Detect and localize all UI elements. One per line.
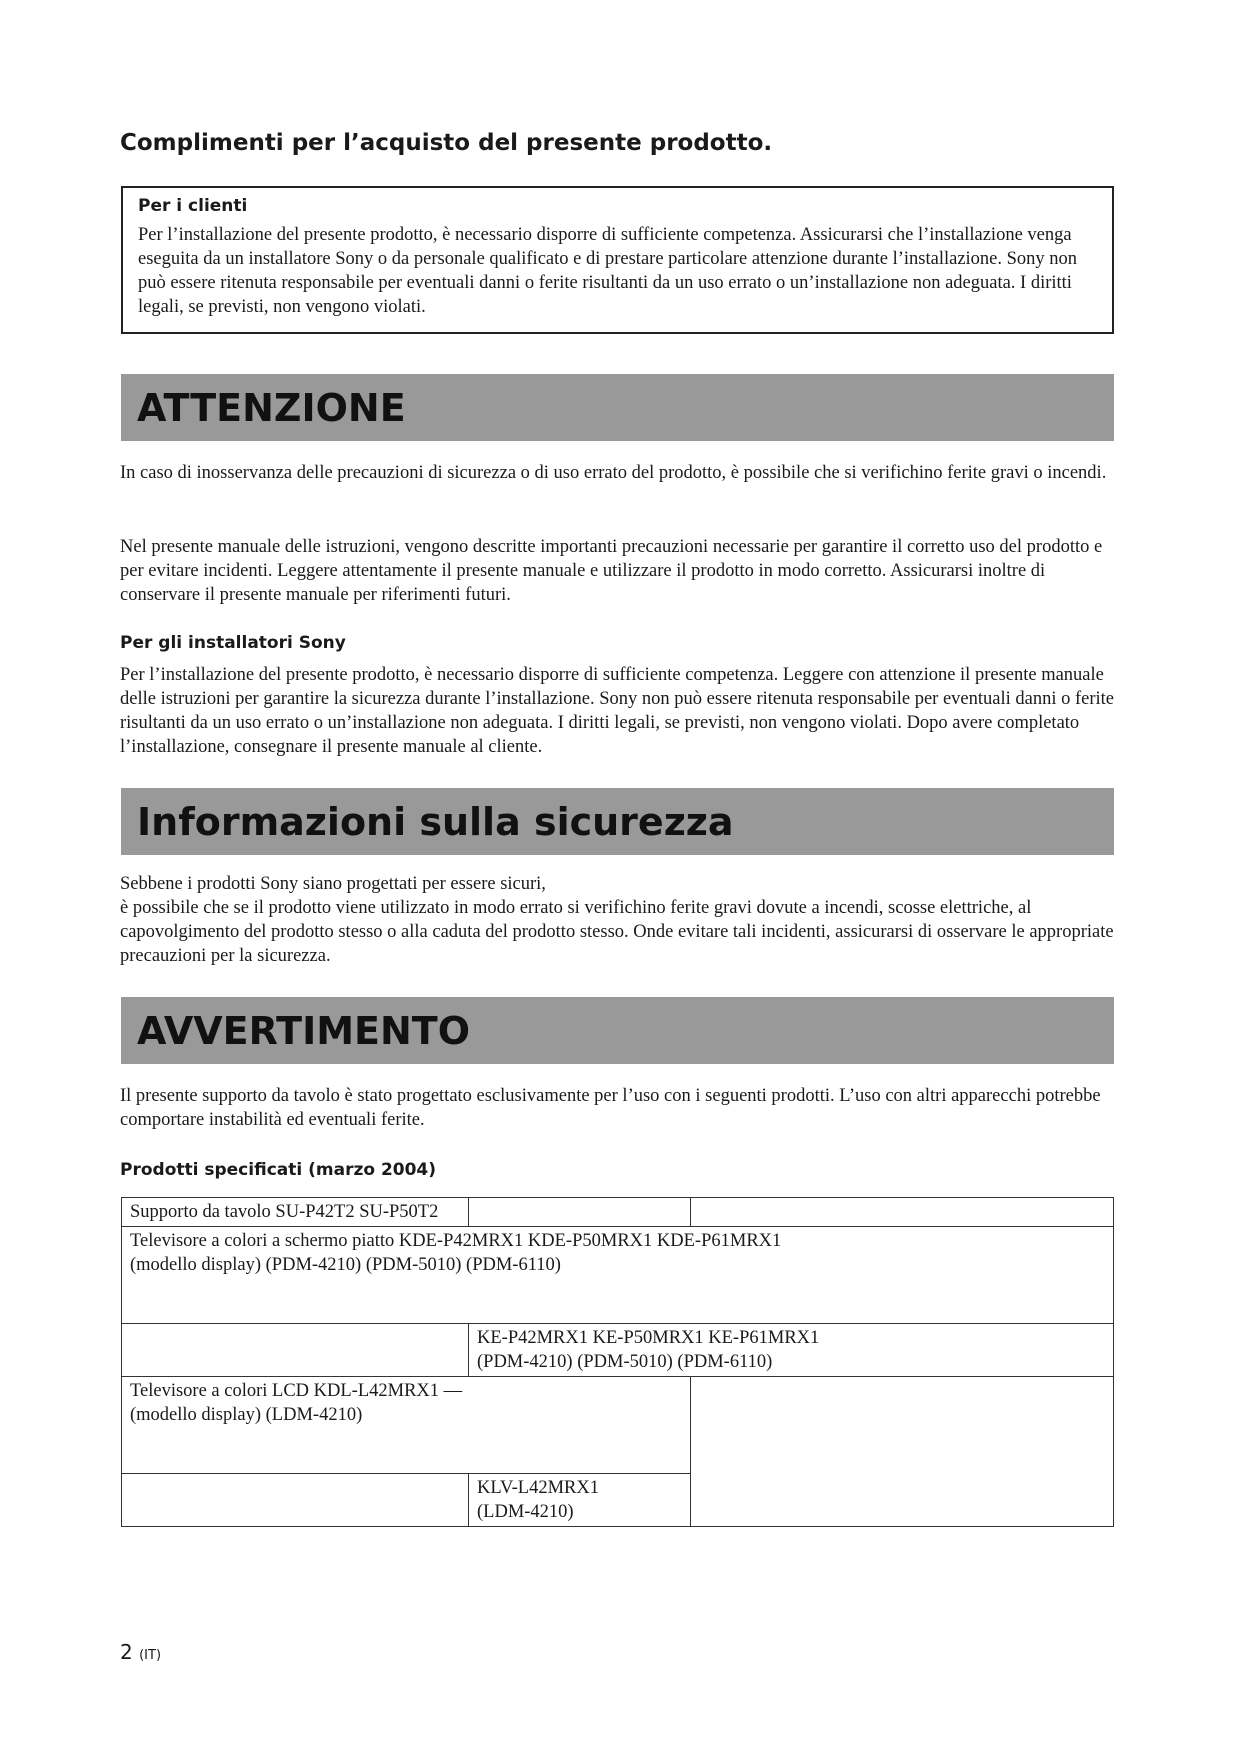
table-cell-line: (modello display) (PDM-4210) (PDM-5010) (PDM-6110): [130, 1255, 561, 1275]
table-row: [122, 1324, 1114, 1377]
sicurezza-heading: Informazioni sulla sicurezza: [137, 799, 734, 844]
avvertimento-text: Il presente supporto da tavolo è stato progettato esclusivamente per l’uso con i seguenti prodotti. L’uso con altri apparecchi potrebbe comportare instabilità ed eventuali ferite.: [120, 1086, 1101, 1130]
products-table: [121, 1197, 1114, 1527]
page-title: Complimenti per l’acquisto del presente prodotto.: [120, 130, 773, 156]
table-cell: [122, 1324, 469, 1377]
table-row: [122, 1227, 1114, 1324]
installatori-heading: Per gli installatori Sony: [120, 633, 346, 653]
table-cell: [122, 1227, 1114, 1324]
sicurezza-banner: [121, 788, 1114, 855]
page-language-code: (IT): [139, 1648, 162, 1663]
clienti-text: Per l’installazione del presente prodotto, è necessario disporre di sufficiente competenza. Assicurarsi che l’installazione venga eseguita da un installatore Sony o da personale qualificato e di prestare particolare attenzione durante l’installazione. Sony non può essere ritenuta responsabile per eventuali danni o ferite risultanti da un uso errato o un’installazione non adeguata. I diritti legali, se previsti, non vengono violati.: [138, 225, 1078, 317]
products-heading: Prodotti specificati (marzo 2004): [120, 1160, 437, 1180]
table-cell: [122, 1377, 691, 1474]
table-cell-line: (PDM-4210) (PDM-5010) (PDM-6110): [477, 1352, 773, 1372]
installatori-text: Per l’installazione del presente prodotto, è necessario disporre di sufficiente competenza. Leggere con attenzione il presente manuale delle istruzioni per garantire la sicurezza durante l’installazione. Sony non può essere ritenuta responsabile per eventuali danni o ferite risultanti da un uso errato o un’installazione non adeguata. I diritti legali, se previsti, non vengono violati. Dopo avere completato l’installazione, consegnare il presente manuale al cliente.: [120, 665, 1114, 757]
avvertimento-banner: [121, 997, 1114, 1064]
table-row: [122, 1377, 1114, 1474]
table-cell-line: (LDM-4210): [477, 1502, 574, 1522]
avvertimento-heading: AVVERTIMENTO: [137, 1008, 471, 1053]
page-number-value: 2: [120, 1640, 133, 1664]
table-cell: [469, 1198, 691, 1227]
table-cell: [469, 1474, 691, 1527]
table-cell: [122, 1474, 469, 1527]
sicurezza-line-1: Sebbene i prodotti Sony siano progettati per essere sicuri,: [120, 874, 546, 894]
table-cell: Supporto da tavolo SU-P42T2 SU-P50T2: [122, 1198, 469, 1227]
table-row: [122, 1198, 1114, 1227]
sicurezza-paragraph: è possibile che se il prodotto viene utilizzato in modo errato si verifichino ferite gravi dovute a incendi, scosse elettriche, al capovolgimento del prodotto stesso o alla caduta del prodotto stesso. Onde evitare tali incidenti, assicurarsi di osservare le appropriate precauzioni per la sicurezza.: [120, 898, 1114, 966]
attenzione-paragraph-1: In caso di inosservanza delle precauzioni di sicurezza o di uso errato del prodotto, è possibile che si verifichino ferite gravi o incendi.: [120, 463, 1107, 483]
attenzione-heading: ATTENZIONE: [137, 385, 406, 430]
table-cell-line: Televisore a colori a schermo piatto KDE-P42MRX1 KDE-P50MRX1 KDE-P61MRX1: [130, 1231, 782, 1251]
clienti-heading: Per i clienti: [138, 196, 248, 216]
table-cell-line: Televisore a colori LCD KDL-L42MRX1 —: [130, 1381, 463, 1401]
table-cell: [691, 1377, 1114, 1527]
clienti-notice-box: [121, 186, 1114, 334]
attenzione-banner: [121, 374, 1114, 441]
table-cell-line: (modello display) (LDM-4210): [130, 1405, 363, 1425]
table-cell-line: KE-P42MRX1 KE-P50MRX1 KE-P61MRX1: [477, 1328, 820, 1348]
table-cell: [469, 1324, 1114, 1377]
page-number: [120, 1640, 161, 1664]
attenzione-paragraph-2: Nel presente manuale delle istruzioni, vengono descritte importanti precauzioni necessarie per garantire il corretto uso del prodotto e per evitare incidenti. Leggere attentamente il presente manuale e utilizzare il prodotto in modo corretto. Assicurarsi inoltre di conservare il presente manuale per riferimenti futuri.: [120, 537, 1103, 605]
table-cell: [691, 1198, 1114, 1227]
table-cell-line: KLV-L42MRX1: [477, 1478, 599, 1498]
